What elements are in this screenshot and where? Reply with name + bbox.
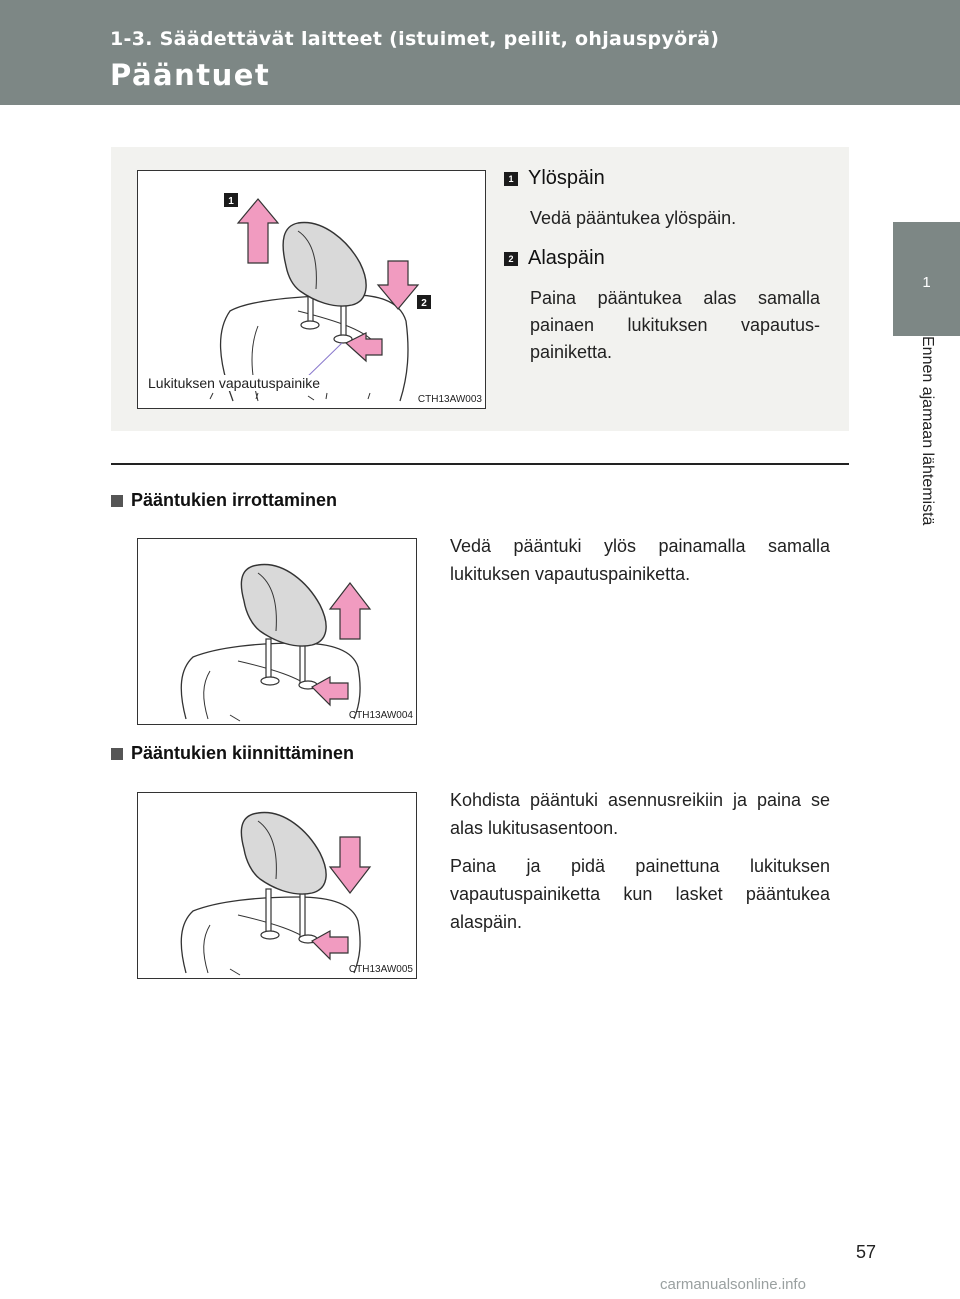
step-badge-2: 2 — [504, 252, 518, 266]
installation-text — [450, 786, 830, 946]
chapter-label: Ennen ajamaan lähtemistä — [919, 336, 936, 526]
step-up — [504, 167, 605, 190]
step-down-text: Paina pääntukea alas samalla painaen lukituksen vapautus-painiketta. — [530, 288, 820, 362]
bullet-square-icon — [111, 495, 123, 507]
page-number: 57 — [856, 1242, 877, 1262]
headrest-removal-illustration — [137, 538, 417, 725]
step-down-title: Alaspäin — [528, 247, 605, 269]
removal-text — [450, 532, 830, 598]
chapter-tab[interactable] — [893, 222, 960, 336]
chapter-label-container — [913, 336, 941, 596]
chapter-number: 1 — [922, 274, 931, 291]
figure-badge-2: 2 — [421, 298, 427, 309]
divider — [111, 463, 849, 465]
headrest-installation-illustration — [137, 792, 417, 979]
step-down — [504, 247, 605, 270]
removal-paragraph: Vedä pääntuki ylös painamalla samalla lukituksen vapautuspainiketta. — [450, 536, 830, 584]
installation-paragraph-1: Kohdista pääntuki asennusreikiin ja paina se alas lukitusasentoon. — [450, 790, 830, 838]
installation-heading — [111, 743, 354, 764]
bullet-square-icon — [111, 748, 123, 760]
watermark[interactable]: carmanualsonline.info — [660, 1276, 806, 1293]
figure-code: CTH13AW005 — [348, 964, 413, 975]
figure-badge-1: 1 — [228, 196, 234, 207]
step-badge-1: 1 — [504, 172, 518, 186]
installation-heading-text: Pääntukien kiinnittäminen — [131, 743, 355, 763]
step-up-title: Ylöspäin — [528, 167, 605, 189]
page-title: Pääntuet — [110, 58, 271, 92]
figure-code: CTH13AW004 — [348, 710, 413, 721]
figure-code: CTH13AW003 — [417, 394, 482, 405]
headrest-adjust-illustration — [137, 170, 486, 409]
page-header — [0, 0, 960, 105]
release-button-callout: Lukituksen vapautuspainike — [148, 375, 321, 391]
removal-heading-text: Pääntukien irrottaminen — [131, 490, 338, 510]
installation-paragraph-2: Paina ja pidä painettuna lukituksen vapautuspainiketta kun lasket pääntukea alaspäin. — [450, 856, 830, 932]
section-title: 1-3. Säädettävät laitteet (istuimet, peilit, ohjauspyörä) — [110, 28, 720, 50]
removal-heading — [111, 490, 337, 511]
step-up-text: Vedä pääntukea ylöspäin. — [530, 208, 737, 228]
